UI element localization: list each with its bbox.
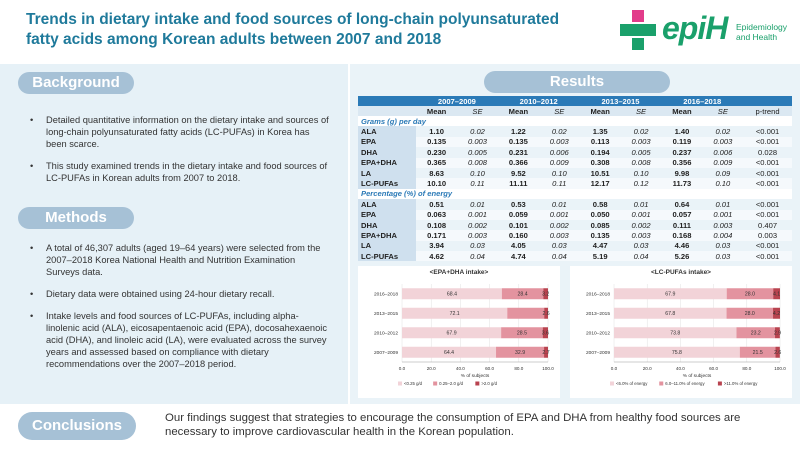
x-tick-label: 40.0 [675,366,685,371]
results-heading: Results [484,71,670,93]
category-label: 2010–2012 [585,331,610,337]
table-row [358,126,792,136]
mean-cell: 11.73 [661,178,702,188]
row-label: EPA+DHA [358,230,416,240]
ptrend-cell: <0.001 [743,210,792,220]
data-label: 64.4 [443,350,455,357]
epa-dha-chart [358,266,560,398]
se-cell: 0.03 [551,241,567,251]
se-cell: 0.01 [470,199,485,209]
ptrend-header-top [743,96,792,106]
mean-cell: 0.119 [661,137,702,147]
data-label: 4.2 [772,311,781,318]
table-row [358,158,792,168]
se-cell: 0.03 [633,241,649,251]
x-tick-label: 20.0 [642,366,652,371]
data-label: 73.8 [670,330,681,337]
chart-title: <EPA+DHA intake> [429,269,489,276]
table-row [358,251,792,261]
period-header: 2016–2018 [661,96,743,106]
ptrend-cell: <0.001 [743,178,792,188]
ptrend-cell: <0.001 [755,199,780,209]
mean-cell: 0.160 [498,230,539,240]
table-row [358,210,792,220]
data-label: 72.1 [449,311,460,318]
data-label: 28.0 [744,311,755,318]
table-row [358,168,792,178]
legend-swatch [433,382,437,386]
mean-cell: 0.135 [580,230,621,240]
se-subheader: SE [621,106,662,116]
category-label: 2007–2009 [373,350,398,356]
mean-subheader: Mean [661,106,702,116]
table-row [358,147,792,157]
background-list [30,114,330,194]
table-section-label: Grams (g) per day [358,116,792,126]
mean-cell: 4.74 [498,251,539,261]
mean-cell: 1.10 [429,127,444,137]
table-row [358,178,792,188]
methods-bullet-2: • Dietary data were obtained using 24-hour dietary recall. [30,288,330,300]
se-cell: 0.003 [621,137,662,147]
mean-cell: 0.085 [590,220,610,230]
period-header: 2007–2009 [416,96,498,106]
lc-pufa-chart-svg [570,266,792,398]
mean-cell: 9.52 [511,168,526,178]
mean-cell: 1.40 [674,127,690,137]
ptrend-cell: 0.028 [758,147,778,157]
conclusions-heading: Conclusions [18,412,136,440]
ptrend-cell: <0.001 [755,168,780,178]
se-cell: 0.02 [715,127,731,137]
methods-bullet-1: • A total of 46,307 adults (aged 19–64 years) were selected from the 2007–2018 Korea National Health and Nutrition Examination Surveys data. [30,242,330,278]
legend-label: >2.0 g/d [481,381,498,386]
category-label: 2016–2018 [585,292,610,298]
x-tick-label: 40.0 [455,366,465,371]
mean-cell: 11.11 [498,178,539,188]
legend-label: 0.25–2.0 g/d [439,381,464,386]
se-cell: 0.002 [631,220,651,230]
mean-cell: 5.19 [580,251,621,261]
se-cell: 0.003 [539,230,580,240]
row-label: ALA [358,199,416,209]
mean-cell: 5.26 [661,251,702,261]
mean-cell: 0.231 [508,147,528,157]
se-cell: 0.003 [703,137,744,147]
mean-cell: 0.135 [498,137,539,147]
row-label: EPA+DHA [358,158,416,168]
mean-cell: 9.98 [674,168,690,178]
mean-cell: 4.47 [592,241,608,251]
mean-cell: 0.111 [672,220,692,230]
se-cell: 0.10 [703,178,744,188]
se-subheader: SE [539,106,580,116]
ptrend-cell: <0.001 [755,127,780,137]
page-title: Trends in dietary intake and food sources of long-chain polyunsaturated fatty acids among Korean adults between 2007 and 2018 [26,11,560,48]
mean-cell: 0.53 [511,199,526,209]
se-cell: 0.04 [539,251,580,261]
legend-label: <6.0% of energy [616,381,648,386]
se-cell: 0.005 [467,147,487,157]
se-cell: 0.001 [539,210,580,220]
se-cell: 0.003 [539,137,580,147]
x-tick-label: 20.0 [426,366,436,371]
mean-cell: 0.308 [580,158,621,168]
data-label: 28.4 [517,291,528,298]
se-cell: 0.009 [539,158,580,168]
mean-cell: 0.365 [416,158,457,168]
data-label: 28.5 [516,330,527,337]
row-label: LA [358,168,416,178]
se-cell: 0.10 [470,168,485,178]
se-cell: 0.003 [713,220,733,230]
category-label: 2007–2009 [585,350,610,356]
se-cell: 0.03 [470,241,485,251]
methods-list [30,242,330,380]
mean-cell: 0.237 [672,147,692,157]
ptrend-cell: <0.001 [755,241,780,251]
data-label: 67.9 [446,330,457,337]
mean-cell: 1.22 [511,127,526,137]
se-cell: 0.002 [549,220,569,230]
x-axis-label: % of subjects [682,374,712,379]
mean-cell: 0.171 [416,230,457,240]
mean-cell: 0.108 [427,220,447,230]
x-axis-label: % of subjects [460,374,490,379]
x-tick-label: 80.0 [742,366,752,371]
se-cell: 0.01 [715,199,731,209]
legend-swatch [718,382,722,386]
table-row [358,230,792,240]
se-cell: 0.003 [621,230,662,240]
data-label: 28.0 [744,291,756,298]
se-subheader: SE [703,106,744,116]
se-cell: 0.02 [633,127,649,137]
logo-subtitle: Epidemiology and Health [736,22,788,42]
x-tick-label: 100.0 [542,366,554,371]
row-label: DHA [358,147,416,157]
mean-cell: 0.194 [590,147,610,157]
mean-cell: 0.059 [498,210,539,220]
data-label: 3.6 [541,330,549,337]
mean-cell: 0.050 [580,210,621,220]
x-tick-label: 0.0 [398,366,406,371]
row-label: EPA [358,210,416,220]
se-cell: 0.001 [621,210,662,220]
logo-wordmark: epiH [662,10,728,46]
legend-swatch [610,382,614,386]
x-tick-label: 60.0 [709,366,719,371]
table-section-label: Percentage (%) of energy [358,189,792,199]
mean-subheader: Mean [416,106,457,116]
mean-subheader: Mean [580,106,621,116]
ptrend-cell: 0.407 [758,220,778,230]
se-cell: 0.03 [715,241,731,251]
se-cell: 0.02 [470,127,485,137]
mean-cell: 10.10 [416,178,457,188]
data-label: 21.5 [752,350,763,357]
se-cell: 0.009 [703,158,744,168]
conclusions-text: Our findings suggest that strategies to encourage the consumption of EPA and DHA from healthy food sources are necessary to improve cardiovascular health in the Korean population. [165,412,741,438]
se-cell: 0.11 [539,178,580,188]
data-label: 75.8 [671,350,682,357]
ptrend-cell: <0.001 [743,251,792,261]
mean-cell: 0.366 [498,158,539,168]
se-cell: 0.002 [467,220,487,230]
methods-heading: Methods [18,207,134,229]
se-cell: 0.005 [631,147,651,157]
se-cell: 0.001 [457,210,498,220]
data-label: 4.1 [772,291,781,298]
se-cell: 0.10 [551,168,567,178]
table-row [358,199,792,209]
mean-cell: 0.356 [661,158,702,168]
data-label: 3.2 [542,291,550,298]
background-bullet-1: • Detailed quantitative information on the dietary intake and sources of long-chain polyunsaturated fatty acids (LC-PUFAs) in Korea has been scarce. [30,114,330,150]
background-heading: Background [18,72,134,94]
data-label: 23.2 [750,330,761,337]
mean-cell: 0.101 [508,220,528,230]
logo-mark-icon [618,8,658,56]
mean-cell: 3.94 [429,241,444,251]
legend-swatch [398,382,402,386]
ptrend-cell: <0.001 [743,158,792,168]
row-label: EPA [358,137,416,147]
se-cell: 0.006 [549,147,569,157]
row-label: ALA [358,126,416,136]
x-tick-label: 80.0 [514,366,524,371]
se-cell: 0.09 [715,168,731,178]
se-cell: 0.01 [633,199,649,209]
mean-cell: 0.51 [429,199,444,209]
epa-dha-chart-svg [358,266,560,398]
table-corner [358,96,416,106]
se-cell: 0.04 [621,251,662,261]
data-label: 2.9 [773,330,782,337]
se-cell: 0.02 [551,127,567,137]
category-label: 2016–2018 [373,292,398,298]
se-cell: 0.004 [703,230,744,240]
mean-cell: 1.35 [592,127,608,137]
row-label: LC-PUFAs [358,251,416,261]
mean-cell: 0.64 [674,199,690,209]
se-cell: 0.003 [457,230,498,240]
table-row [358,220,792,230]
period-header: 2010–2012 [498,96,580,106]
se-cell: 0.003 [457,137,498,147]
mean-cell: 4.62 [416,251,457,261]
se-subheader: SE [457,106,498,116]
se-cell: 0.001 [703,210,744,220]
mean-cell: 0.168 [661,230,702,240]
background-bullet-2: • This study examined trends in the dietary intake and food sources of LC-PUFAs in Korean adults from 2007 to 2018. [30,160,330,184]
se-cell: 0.12 [621,178,662,188]
mean-cell: 10.51 [590,168,610,178]
se-cell: 0.01 [551,199,567,209]
se-cell: 0.04 [457,251,498,261]
x-tick-label: 60.0 [485,366,495,371]
x-tick-label: 0.0 [610,366,618,371]
ptrend-cell: 0.003 [743,230,792,240]
mean-cell: 4.46 [674,241,690,251]
x-tick-label: 100.0 [774,366,786,371]
category-label: 2013–2015 [585,311,610,317]
data-label: 67.9 [665,291,676,298]
se-cell: 0.11 [457,178,498,188]
mean-cell: 0.057 [661,210,702,220]
legend-swatch [659,382,663,386]
se-cell: 0.006 [713,147,733,157]
table-row [358,241,792,251]
mean-cell: 4.05 [511,241,526,251]
header [0,0,800,62]
data-label: 32.9 [514,350,526,357]
methods-bullet-3: • Intake levels and food sources of LC-PUFAs, including alpha-linolenic acid (ALA), eicosapentaenoic acid (EPA), docosahexaenoic acid (DHA), and linoleic acid (LA), were evaluated across the survey years and assessed based on compliance with dietary recommendations over the 2007–2018 period. [30,310,330,370]
se-cell: 0.008 [457,158,498,168]
category-label: 2010–2012 [373,331,398,337]
journal-logo [618,8,798,58]
data-label: 2.7 [542,350,550,357]
ptrend-cell: <0.001 [743,137,792,147]
se-cell: 0.03 [703,251,744,261]
row-label: LC-PUFAs [358,178,416,188]
data-label: 68.4 [446,291,457,298]
row-label: DHA [358,220,416,230]
legend-swatch [475,382,479,386]
row-label: LA [358,241,416,251]
legend-label: <0.25 g/d [404,381,423,386]
data-label: 2.6 [774,350,782,357]
mean-cell: 0.58 [592,199,608,209]
chart-title: <LC-PUFAs intake> [651,269,711,276]
data-label: 67.8 [665,311,676,318]
period-header: 2013–2015 [580,96,662,106]
table-row [358,137,792,147]
mean-cell: 0.063 [416,210,457,220]
results-table [358,96,792,261]
mean-cell: 0.113 [580,137,621,147]
mean-subheader: Mean [498,106,539,116]
mean-cell: 12.17 [580,178,621,188]
se-cell: 0.10 [633,168,649,178]
legend-label: >11.0% of energy [723,381,758,386]
mean-cell: 8.63 [429,168,444,178]
mean-cell: 0.230 [427,147,447,157]
category-label: 2013–2015 [373,311,398,317]
se-cell: 0.008 [621,158,662,168]
lc-pufa-chart [570,266,792,398]
legend-label: 6.0–11.0% of energy [665,381,705,386]
mean-cell: 0.135 [416,137,457,147]
data-label: 2.6 [542,311,550,318]
ptrend-subheader: p-trend [743,106,792,116]
bar-segment [507,308,544,319]
